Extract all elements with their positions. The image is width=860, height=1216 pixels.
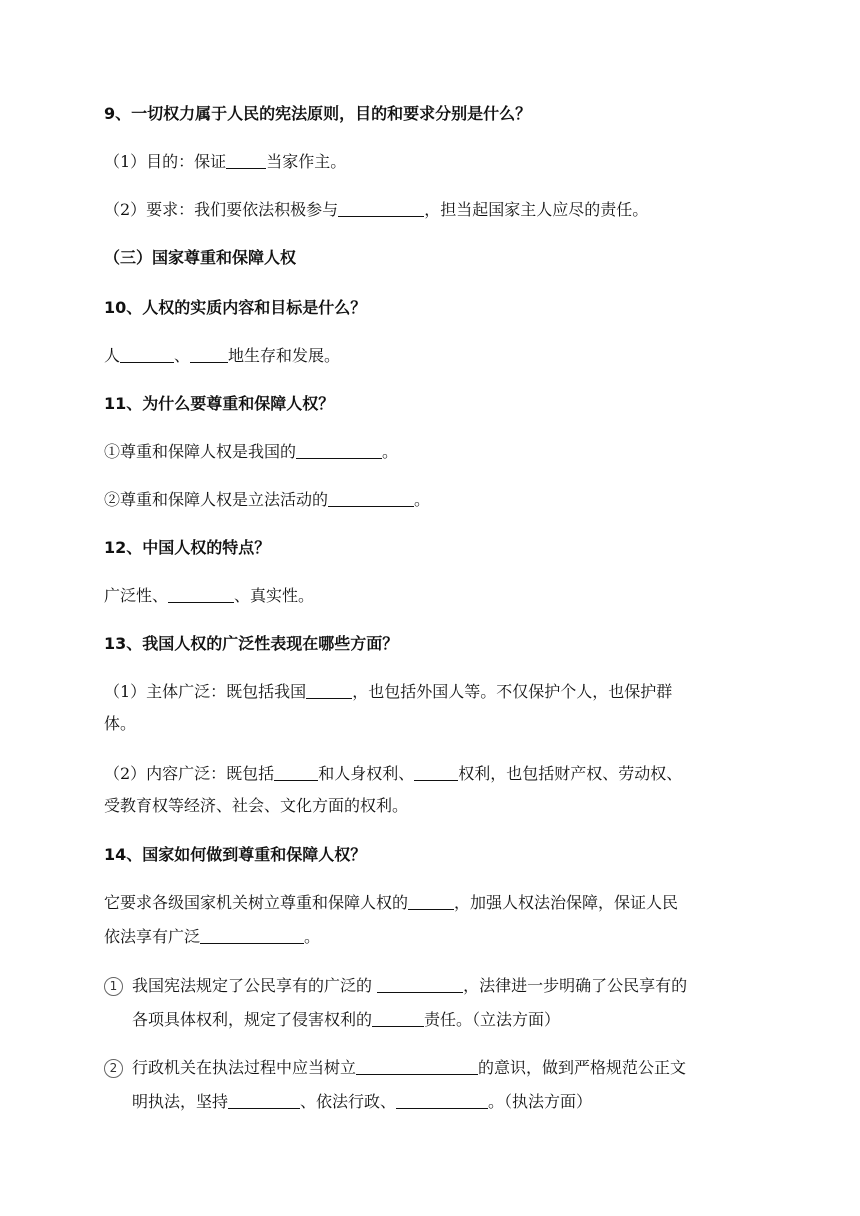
fill-blank[interactable]	[396, 1090, 488, 1109]
question-13-content-line-2: 受教育权等经济、社会、文化方面的权利。	[104, 796, 409, 815]
section-heading: （三）国家尊重和保障人权	[104, 248, 297, 267]
fill-blank[interactable]	[306, 680, 352, 699]
fill-blank[interactable]	[338, 198, 424, 217]
question-13-content-line-1: （2）内容广泛：既包括 和人身权利、 权利，也包括财产权、劳动权、	[104, 764, 683, 783]
fill-blank[interactable]	[226, 150, 266, 169]
question-11-line-2: ②尊重和保障人权是立法活动的 。	[104, 490, 431, 509]
enforcement-line-1: 行政机关在执法过程中应当树立 的意识，做到严格规范公正文	[132, 1058, 687, 1077]
question-10-answer: 人 、 地生存和发展。	[104, 346, 341, 365]
question-9-title: 9、一切权力属于人民的宪法原则，目的和要求分别是什么？	[104, 104, 532, 123]
fill-blank[interactable]	[356, 1056, 478, 1075]
legislation-line-1: 我国宪法规定了公民享有的广泛的 ，法律进一步明确了公民享有的	[132, 976, 688, 995]
circled-number-2: 2	[104, 1059, 123, 1078]
question-12-title: 12、中国人权的特点？	[104, 538, 271, 557]
question-11-line-1: ①尊重和保障人权是我国的 。	[104, 442, 399, 461]
fill-blank[interactable]	[296, 440, 382, 459]
question-11-title: 11、为什么要尊重和保障人权？	[104, 394, 335, 413]
question-13-subject-line-2: 体。	[104, 714, 137, 733]
question-12-answer: 广泛性、 、真实性。	[104, 586, 315, 605]
fill-blank[interactable]	[190, 344, 228, 363]
fill-blank[interactable]	[274, 762, 318, 781]
fill-blank[interactable]	[372, 1008, 424, 1027]
legislation-line-2: 各项具体权利，规定了侵害权利的 责任。（立法方面）	[132, 1010, 561, 1029]
enforcement-line-2: 明执法，坚持 、依法行政、 。（执法方面）	[132, 1092, 593, 1111]
question-14-intro-line-2: 依法享有广泛 。	[104, 927, 321, 946]
question-13-title: 13、我国人权的广泛性表现在哪些方面？	[104, 634, 399, 653]
question-9-requirement: （2）要求：我们要依法积极参与 ，担当起国家主人应尽的责任。	[104, 200, 649, 219]
fill-blank[interactable]	[228, 1090, 300, 1109]
question-13-subject-line-1: （1）主体广泛：既包括我国 ，也包括外国人等。不仅保护个人，也保护群	[104, 682, 673, 701]
fill-blank[interactable]	[328, 488, 414, 507]
question-10-title: 10、人权的实质内容和目标是什么？	[104, 298, 367, 317]
fill-blank[interactable]	[408, 891, 454, 910]
fill-blank[interactable]	[377, 974, 463, 993]
question-14-title: 14、国家如何做到尊重和保障人权？	[104, 845, 367, 864]
fill-blank[interactable]	[200, 925, 304, 944]
fill-blank[interactable]	[168, 584, 234, 603]
fill-blank[interactable]	[120, 344, 174, 363]
circled-number-1: 1	[104, 977, 123, 996]
question-14-intro-line-1: 它要求各级国家机关树立尊重和保障人权的 ，加强人权法治保障，保证人民	[104, 893, 679, 912]
question-9-purpose: （1）目的：保证 当家作主。	[104, 152, 347, 171]
fill-blank[interactable]	[414, 762, 458, 781]
